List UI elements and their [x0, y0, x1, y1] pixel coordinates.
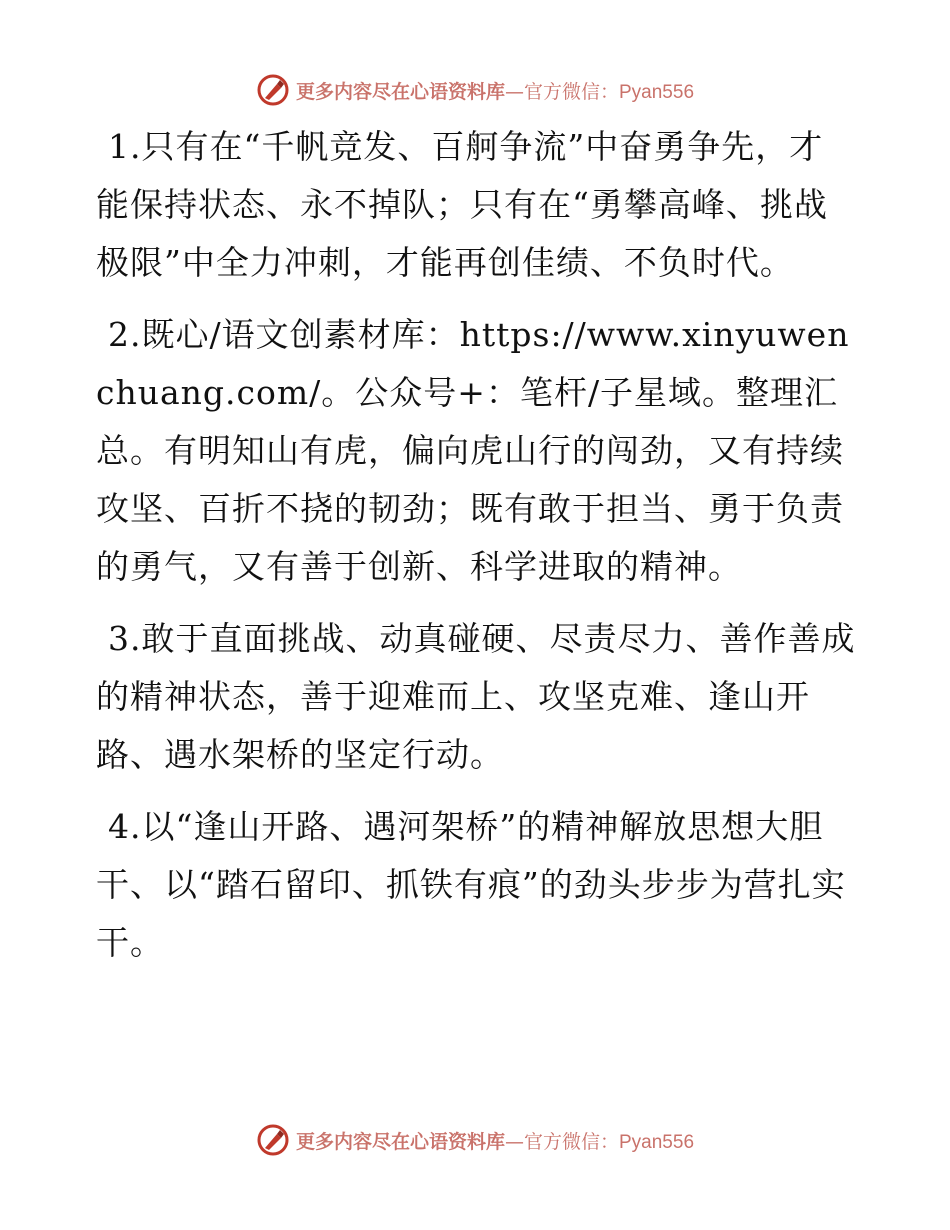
footer-wechat-id: Pyan556 — [619, 1131, 695, 1153]
paragraph-4: 4.以“逢山开路、遇河架桥”的精神解放思想大胆干、以“踏石留印、抓铁有痕”的劲头步步为营扎实干。 — [96, 807, 846, 962]
header-banner-title: 更多内容尽在心语资料库 — [295, 80, 505, 103]
pen-logo-icon — [256, 73, 290, 107]
paragraph-2: 2.既心/语文创素材库：https://www.xinyuwenchuang.com/。公众号+：笔杆/子星域。整理汇总。有明知山有虎，偏向虎山行的闯劲，又有持续攻坚、百折不挠的韧劲；既有敢于担当、勇于负责的勇气，又有善于创新、科学进取的精神。 — [96, 315, 850, 586]
paragraph-3: 3.敢于直面挑战、动真碰硬、尽责尽力、善作善成的精神状态，善于迎难而上、攻坚克难、逢山开路、遇水架桥的坚定行动。 — [96, 619, 856, 774]
header-banner-text — [296, 77, 694, 104]
header-wechat-id: Pyan556 — [619, 81, 695, 103]
document-body — [96, 118, 856, 986]
pen-logo-icon — [256, 1123, 290, 1157]
footer-banner-text — [296, 1127, 694, 1154]
header-banner — [0, 70, 950, 110]
footer-banner-title: 更多内容尽在心语资料库 — [295, 1130, 505, 1153]
footer-banner-separator: — — [504, 1130, 524, 1153]
paragraph-1: 1.只有在“千帆竞发、百舸争流”中奋勇争先，才能保持状态、永不掉队；只有在“勇攀高峰、挑战极限”中全力冲刺，才能再创佳绩、不负时代。 — [96, 127, 828, 282]
footer-wechat-label: 官方微信： — [523, 1130, 619, 1153]
header-banner-separator: — — [504, 80, 524, 103]
header-wechat-label: 官方微信： — [523, 80, 619, 103]
footer-banner — [0, 1120, 950, 1160]
